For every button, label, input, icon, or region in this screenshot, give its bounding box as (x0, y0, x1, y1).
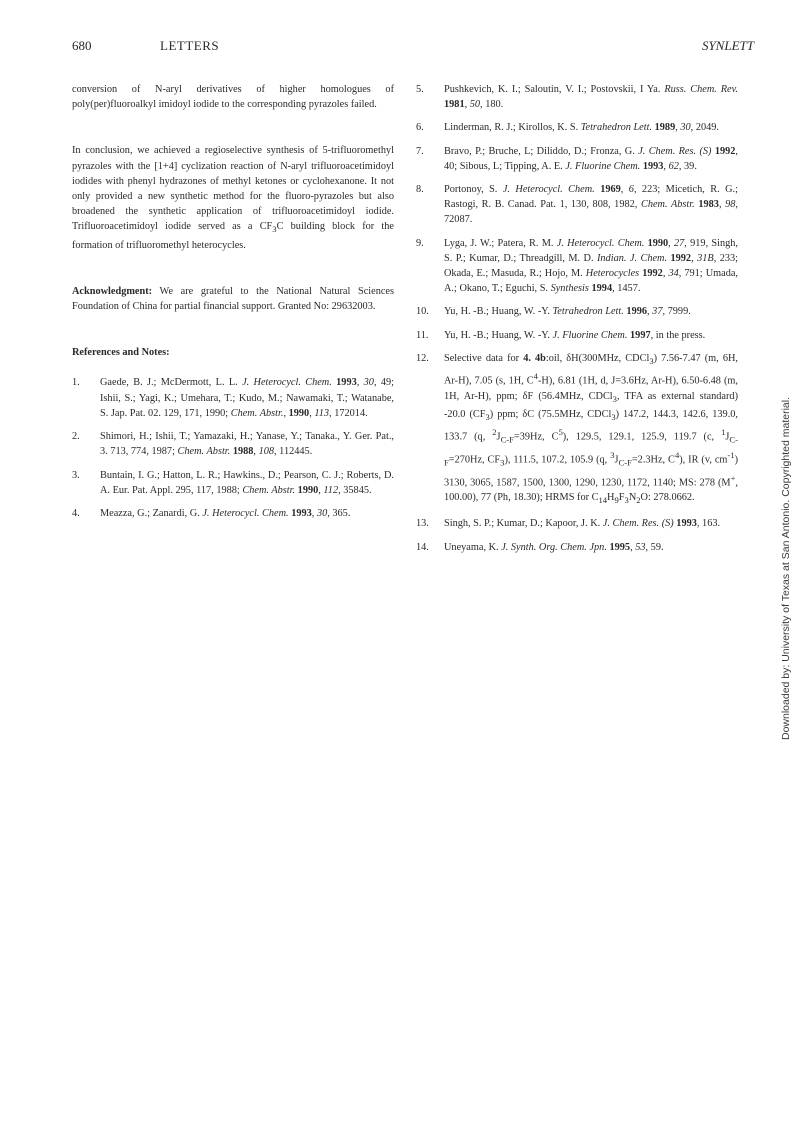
reference-list-right (416, 82, 738, 555)
reference-item: 11. Yu, H. -B.; Huang, W. -Y. J. Fluorine Chem. 1997, in the press. (416, 329, 706, 341)
reference-item: 4. Meazza, G.; Zanardi, G. J. Heterocycl. Chem. 1993, 30, 365. (72, 507, 351, 519)
reference-item: 3. Buntain, I. G.; Hatton, L. R.; Hawkins., D.; Pearson, C. J.; Roberts, D. A. Eur. Pat. Appl. 295, 117, 1988; Chem. Abstr. 1990, 112, 35845. (72, 469, 394, 496)
section-title: LETTERS (160, 38, 220, 53)
reference-item: 13. Singh, S. P.; Kumar, D.; Kapoor, J. K. J. Chem. Res. (S) 1993, 163. (416, 518, 721, 530)
reference-item: 8. Portonoy, S. J. Heterocycl. Chem. 1969, 6, 223; Micetich, R. G.; Rastogi, R. B. Canad. Pat. 1, 130, 808, 1982, Chem. Abstr. 1983, 98, 72087. (416, 184, 738, 226)
left-column (72, 82, 394, 529)
reference-item: 2. Shimori, H.; Ishii, T.; Yamazaki, H.; Yanase, Y.; Tanaka., Y. Ger. Pat., 3. 713, 774, 1987; Chem. Abstr. 1988, 108, 112445. (72, 431, 394, 458)
page-number: 680 (72, 38, 92, 53)
acknowledgment: Acknowledgment: We are grateful to the National Natural Sciences Foundation of China for partial financial support. Granted No: 29632003. (72, 285, 394, 313)
reference-list-left (72, 375, 394, 521)
paragraph-conclusion: In conclusion, we achieved a regioselective synthesis of 5-trifluoromethyl pyrazoles with the [1+4] cyclization reaction of N-aryl trifluoroacetimidoyl iodides with phenyl hydrazones of methyl ketones or cyclohexanone. It not only provided a new synthetic method for the fluoro-pyrazoles but also broadened the synthetic application of trifluoroacetimidoyl iodide. Trifluoroacetimidoyl iodide served as a $CF_3C$ building block for the formation of trifluoromethyl heterocycles. (72, 145, 395, 251)
reference-item: 10. Yu, H. -B.; Huang, W. -Y. Tetrahedron Lett. 1996, 37, 7999. (416, 306, 691, 318)
journal-name: SYNLETT (701, 38, 754, 53)
reference-item: 6. Linderman, R. J.; Kirollos, K. S. Tetrahedron Lett. 1989, 30, 2049. (416, 122, 719, 134)
paragraph-continuation: conversion of N-aryl derivatives of higher homologues of poly(per)fluoroalkyl imidoyl iodide to the corresponding pyrazoles failed. (72, 84, 394, 111)
download-watermark (780, 397, 793, 1120)
reference-item: 5. Pushkevich, K. I.; Saloutin, V. I.; Postovskii, I Ya. Russ. Chem. Rev. 1981, 50, 180. (416, 84, 738, 111)
download-notice: Downloaded by: University of Texas at San Antonio. Copyrighted material. (780, 397, 792, 740)
reference-item: 7. Bravo, P.; Bruche, L; Diliddo, D.; Fronza, G. J. Chem. Res. (S) 1992, 40; Sibous, L; Tipping, A. E. J. Fluorine Chem. 1993, 62, 39. (416, 145, 738, 172)
reference-item: 12. Selective data for 4. 4b:oil, δH(300MHz, CDCl$_3$) 7.56-7.47 (m, 6H, Ar-H), 7.05 (s, 1H, $C^4-H$), 6.81 (1H, d, J=3.6Hz, Ar-H), 6.50-6.48 (m, 1H, Ar-H), ppm; δF (56.4MHz, CDCl$_3$, TFA as external standard) -20.0 $(CF_3)$ ppm; δC (75.5MHz, CDCl$_3$) 147.2, 144.3, 142.6, 139.0, 133.7 (q, $^2J_{C-F}=39Hz$, $C^5$), 129.5, 129.1, 125.9, 119.7 (c, $^1J_{C-F}=270Hz$, $CF_3$), 111.5, 107.2, 105.9 (q, $^3J_{C-F}=2.3Hz$, $C^4$), IR (v, $cm^{-1}$) 3130, 3065, 1587, 1500, 1300, 1290, 1230, 1172, 1140; MS: 278 (M+, 100.00), 77 (Ph, 18.30); HRMS for $C_{14}H_9F_3N_2O$: 278.0662. (416, 352, 739, 506)
right-column (416, 82, 738, 563)
reference-item: 9. Lyga, J. W.; Patera, R. M. J. Heterocycl. Chem. 1990, 27, 919, Singh, S. P.; Kumar, D.; Threadgill, M. D. Indian. J. Chem. 1992, 31B, 233; Okada, E.; Masuda, R.; Hojo, M. Heterocycles 1992, 34, 791; Umada, A.; Okano, T.; Eguchi, S. Synthesis 1994, 1457. (416, 237, 739, 295)
references-heading: References and Notes: (72, 347, 170, 359)
reference-item: 14. Uneyama, K. J. Synth. Org. Chem. Jpn. 1995, 53, 59. (416, 541, 664, 553)
reference-item: 1. Gaede, B. J.; McDermott, L. L. J. Heterocycl. Chem. 1993, 30, 49; Ishii, S.; Yagi, K.; Umehara, T.; Kudo, M.; Nawamaki, T.; Watanabe, S. Jap. Pat. 02. 129, 171, 1990; Chem. Abstr., 1990, 113, 172014. (72, 377, 394, 419)
page-header (72, 38, 754, 58)
acknowledgment-label: Acknowledgment: (72, 285, 153, 297)
